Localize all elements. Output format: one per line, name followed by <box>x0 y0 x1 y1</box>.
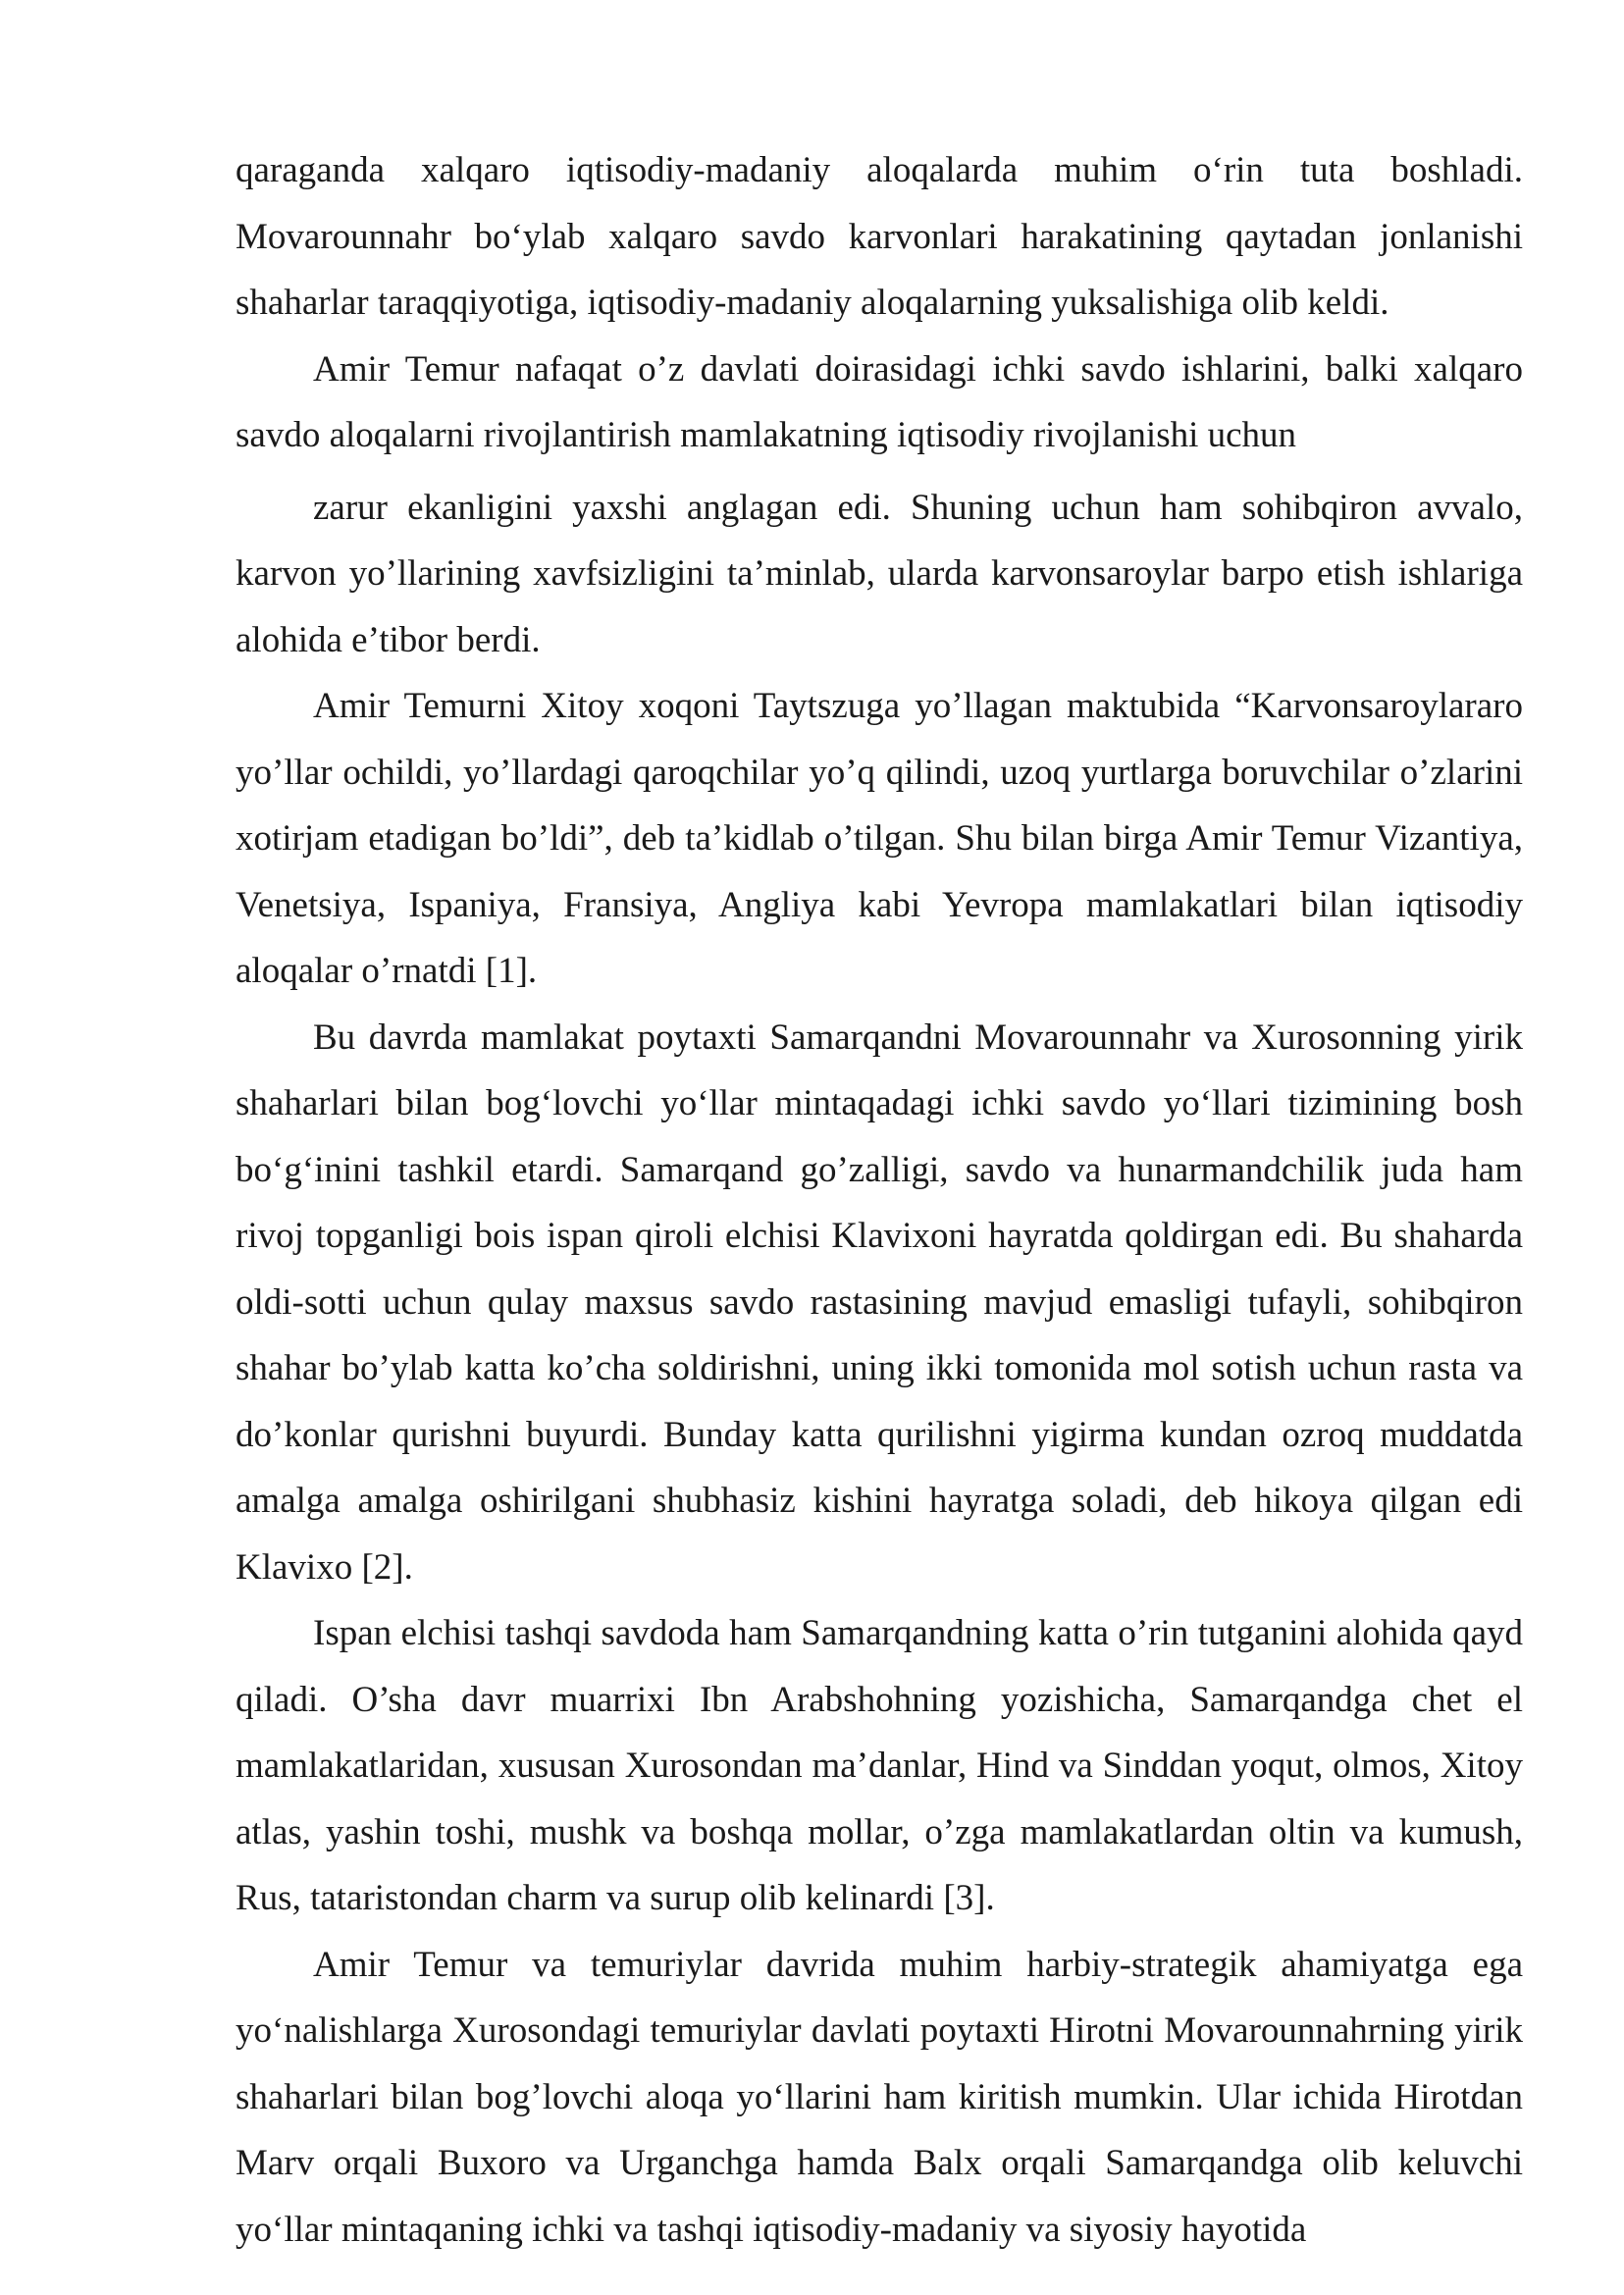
paragraph-letter-to-china: Amir Temurni Xitoy xoqoni Taytszuga yo’llagan maktubida “Karvonsaroylararo yo’llar ochildi, yo’llardagi qaroqchilar yo’q qilindi, uzoq yurtlarga boruvchilar o’zlarini xotirjam etadigan bo’ldi”, deb ta’kidlab o’tilgan. Shu bilan birga Amir Temur Vizantiya, Venetsiya, Ispaniya, Fransiya, Angliya kabi Yevropa mamlakatlari bilan iqtisodiy aloqalar o’rnatdi [1]. <box>236 686 1523 991</box>
paragraph-foreign-trade: Ispan elchisi tashqi savdoda ham Samarqandning katta o’rin tutganini alohida qayd qiladi. O’sha davr muarrixi Ibn Arabshohning yozishicha, Samarqandga chet el mamlakatlaridan, xususan Xurosondan ma’danlar, Hind va Sinddan yoqut, olmos, Xitoy atlas, yashin toshi, mushk va boshqa mollar, o’zga mamlakatlardan oltin va kumush, Rus, tataristondan charm va surup olib kelinardi [3]. <box>236 1613 1523 1918</box>
paragraph-caravan-safety: zarur ekanligini yaxshi anglagan edi. Shuning uchun ham sohibqiron avvalo, karvon yo’llarining xavfsizligini ta’minlab, ularda karvonsaroylar barpo etish ishlariga alohida e’tibor berdi. <box>236 487 1523 660</box>
paragraph-herat-routes: Amir Temur va temuriylar davrida muhim harbiy-strategik ahamiyatga ega yo‘nalishlarga Xurosondagi temuriylar davlati poytaxti Hirotni Movarounnahrning yirik shaharlari bilan bog’lovchi aloqa yo‘llarini ham kiritish mumkin. Ular ichida Hirotdan Marv orqali Buxoro va Urganchga hamda Balx orqali Samarqandga olib keluvchi yo‘llar mintaqaning ichki va tashqi iqtisodiy-madaniy va siyosiy hayotida <box>236 1944 1523 2250</box>
paragraph-continuation: qaraganda xalqaro iqtisodiy-madaniy aloqalarda muhim o‘rin tuta boshladi. Movarounnahr bo‘ylab xalqaro savdo karvonlari harakatining qaytadan jonlanishi shaharlar taraqqiyotiga, iqtisodiy-madaniy aloqalarning yuksalishiga olib keldi. <box>236 150 1523 323</box>
document-body <box>236 137 1523 2263</box>
paragraph-samarkand-trade: Bu davrda mamlakat poytaxti Samarqandni Movarounnahr va Xurosonning yirik shaharlari bilan bog‘lovchi yo‘llar mintaqadagi ichki savdo yo‘llari tizimining bosh bo‘g‘inini tashkil etardi. Samarqand go’zalligi, savdo va hunarmandchilik juda ham rivoj topganligi bois ispan qiroli elchisi Klavixoni hayratda qoldirgan edi. Bu shaharda oldi-sotti uchun qulay maxsus savdo rastasining mavjud emasligi tufayli, sohibqiron shahar bo’ylab katta ko’cha soldirishni, uning ikki tomonida mol sotish uchun rasta va do’konlar qurishni buyurdi. Bunday katta qurilishni yigirma kundan ozroq muddatda amalga amalga oshirilgani shubhasiz kishini hayratga soladi, deb hikoya qilgan edi Klavixo [2]. <box>236 1017 1523 1588</box>
paragraph-trade-development: Amir Temur nafaqat o’z davlati doirasidagi ichki savdo ishlarini, balki xalqaro savdo aloqalarni rivojlantirish mamlakatning iqtisodiy rivojlanishi uchun <box>236 348 1523 455</box>
